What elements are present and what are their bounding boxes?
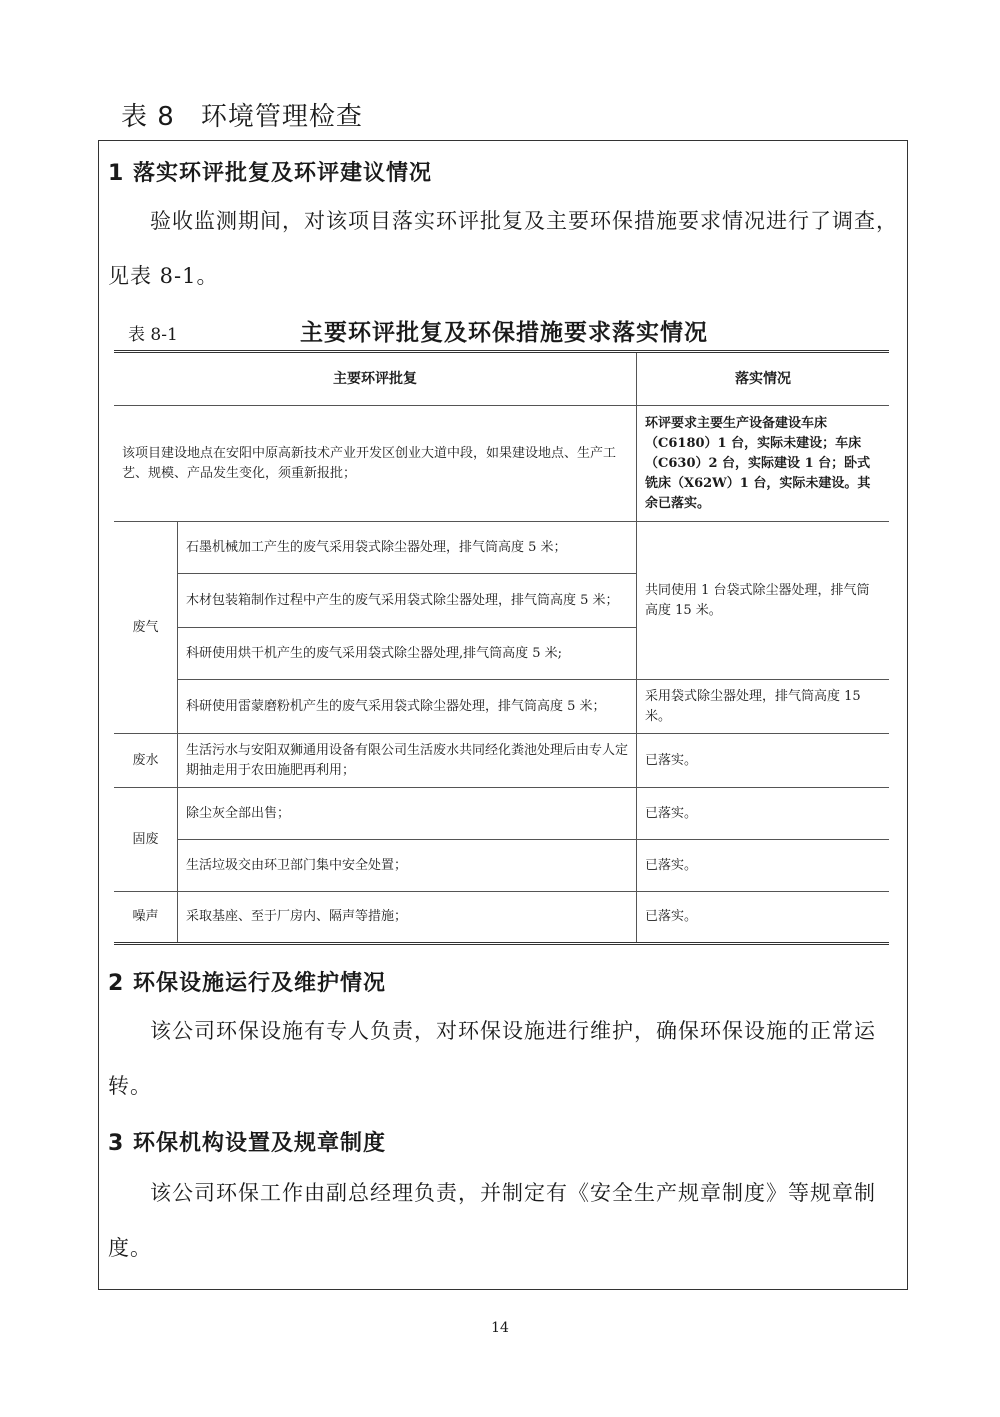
water-status-1: 已落实。 — [637, 734, 890, 788]
gas-req-4: 科研使用雷蒙磨粉机产生的废气采用袋式除尘器处理，排气筒高度 5 米； — [178, 680, 637, 734]
gas-req-2: 木材包装箱制作过程中产生的废气采用袋式除尘器处理，排气筒高度 5 米； — [178, 574, 637, 628]
noise-status-1: 已落实。 — [637, 892, 890, 944]
gas-status-4: 采用袋式除尘器处理，排气筒高度 15 米。 — [637, 680, 890, 734]
table-row — [114, 892, 889, 944]
section3-paragraph: 该公司环保工作由副总经理负责，并制定有《安全生产规章制度》等规章制度。 — [108, 1181, 876, 1260]
solid-req-2: 生活垃圾交由环卫部门集中安全处置； — [178, 840, 637, 892]
header-status: 落实情况 — [637, 352, 890, 406]
page-number: 14 — [491, 1320, 509, 1336]
table-caption-number: 表 8-1 — [128, 325, 178, 345]
section1-paragraph: 验收监测期间，对该项目落实环评批复及主要环保措施要求情况进行了调查，见表 8-1。 — [108, 209, 898, 288]
solid-status-1: 已落实。 — [637, 788, 890, 840]
noise-req-1: 采取基座、至于厂房内、隔声等措施； — [178, 892, 637, 944]
gas-req-1: 石墨机械加工产生的废气采用袋式除尘器处理，排气筒高度 5 米； — [178, 522, 637, 574]
section3-heading: 3 环保机构设置及规章制度 — [108, 1131, 386, 1156]
section2-paragraph: 该公司环保设施有专人负责，对环保设施进行维护，确保环保设施的正常运转。 — [108, 1019, 876, 1098]
table-row — [114, 788, 889, 840]
solid-req-1: 除尘灰全部出售； — [178, 788, 637, 840]
solid-status-2: 已落实。 — [637, 840, 890, 892]
table-row — [114, 680, 889, 734]
table-row — [114, 734, 889, 788]
row0-status: 环评要求主要生产设备建设车床（C6180）1 台，实际未建设；车床（C630）2 台，实际建设 1 台；卧式铣床（X62W）1 台，实际未建设。其余已落实。 — [637, 406, 890, 522]
table-row — [114, 522, 889, 574]
table-row — [114, 840, 889, 892]
table-caption-title: 主要环评批复及环保措施要求落实情况 — [300, 320, 708, 346]
category-gas: 废气 — [114, 522, 178, 734]
gas-req-3: 科研使用烘干机产生的废气采用袋式除尘器处理,排气筒高度 5 米; — [178, 628, 637, 680]
section1-heading: 1 落实环评批复及环评建议情况 — [108, 161, 432, 186]
gas-status-shared: 共同使用 1 台袋式除尘器处理，排气筒高度 15 米。 — [637, 522, 890, 680]
header-requirement: 主要环评批复 — [114, 352, 637, 406]
page-title — [113, 96, 363, 133]
title-text: 环境管理检查 — [200, 102, 363, 132]
section2-heading: 2 环保设施运行及维护情况 — [108, 971, 386, 996]
row0-requirement: 该项目建设地点在安阳中原高新技术产业开发区创业大道中段，如果建设地点、生产工艺、规模、产品发生变化，须重新报批； — [114, 406, 637, 522]
table-row — [114, 406, 889, 522]
water-req-1: 生活污水与安阳双狮通用设备有限公司生活废水共同经化粪池处理后由专人定期抽走用于农田施肥再利用； — [178, 734, 637, 788]
category-noise: 噪声 — [114, 892, 178, 944]
category-water: 废水 — [114, 734, 178, 788]
table-header-row — [114, 352, 889, 406]
title-number: 表 8 — [121, 102, 175, 132]
category-solid: 固废 — [114, 788, 178, 892]
requirements-table — [114, 350, 889, 945]
